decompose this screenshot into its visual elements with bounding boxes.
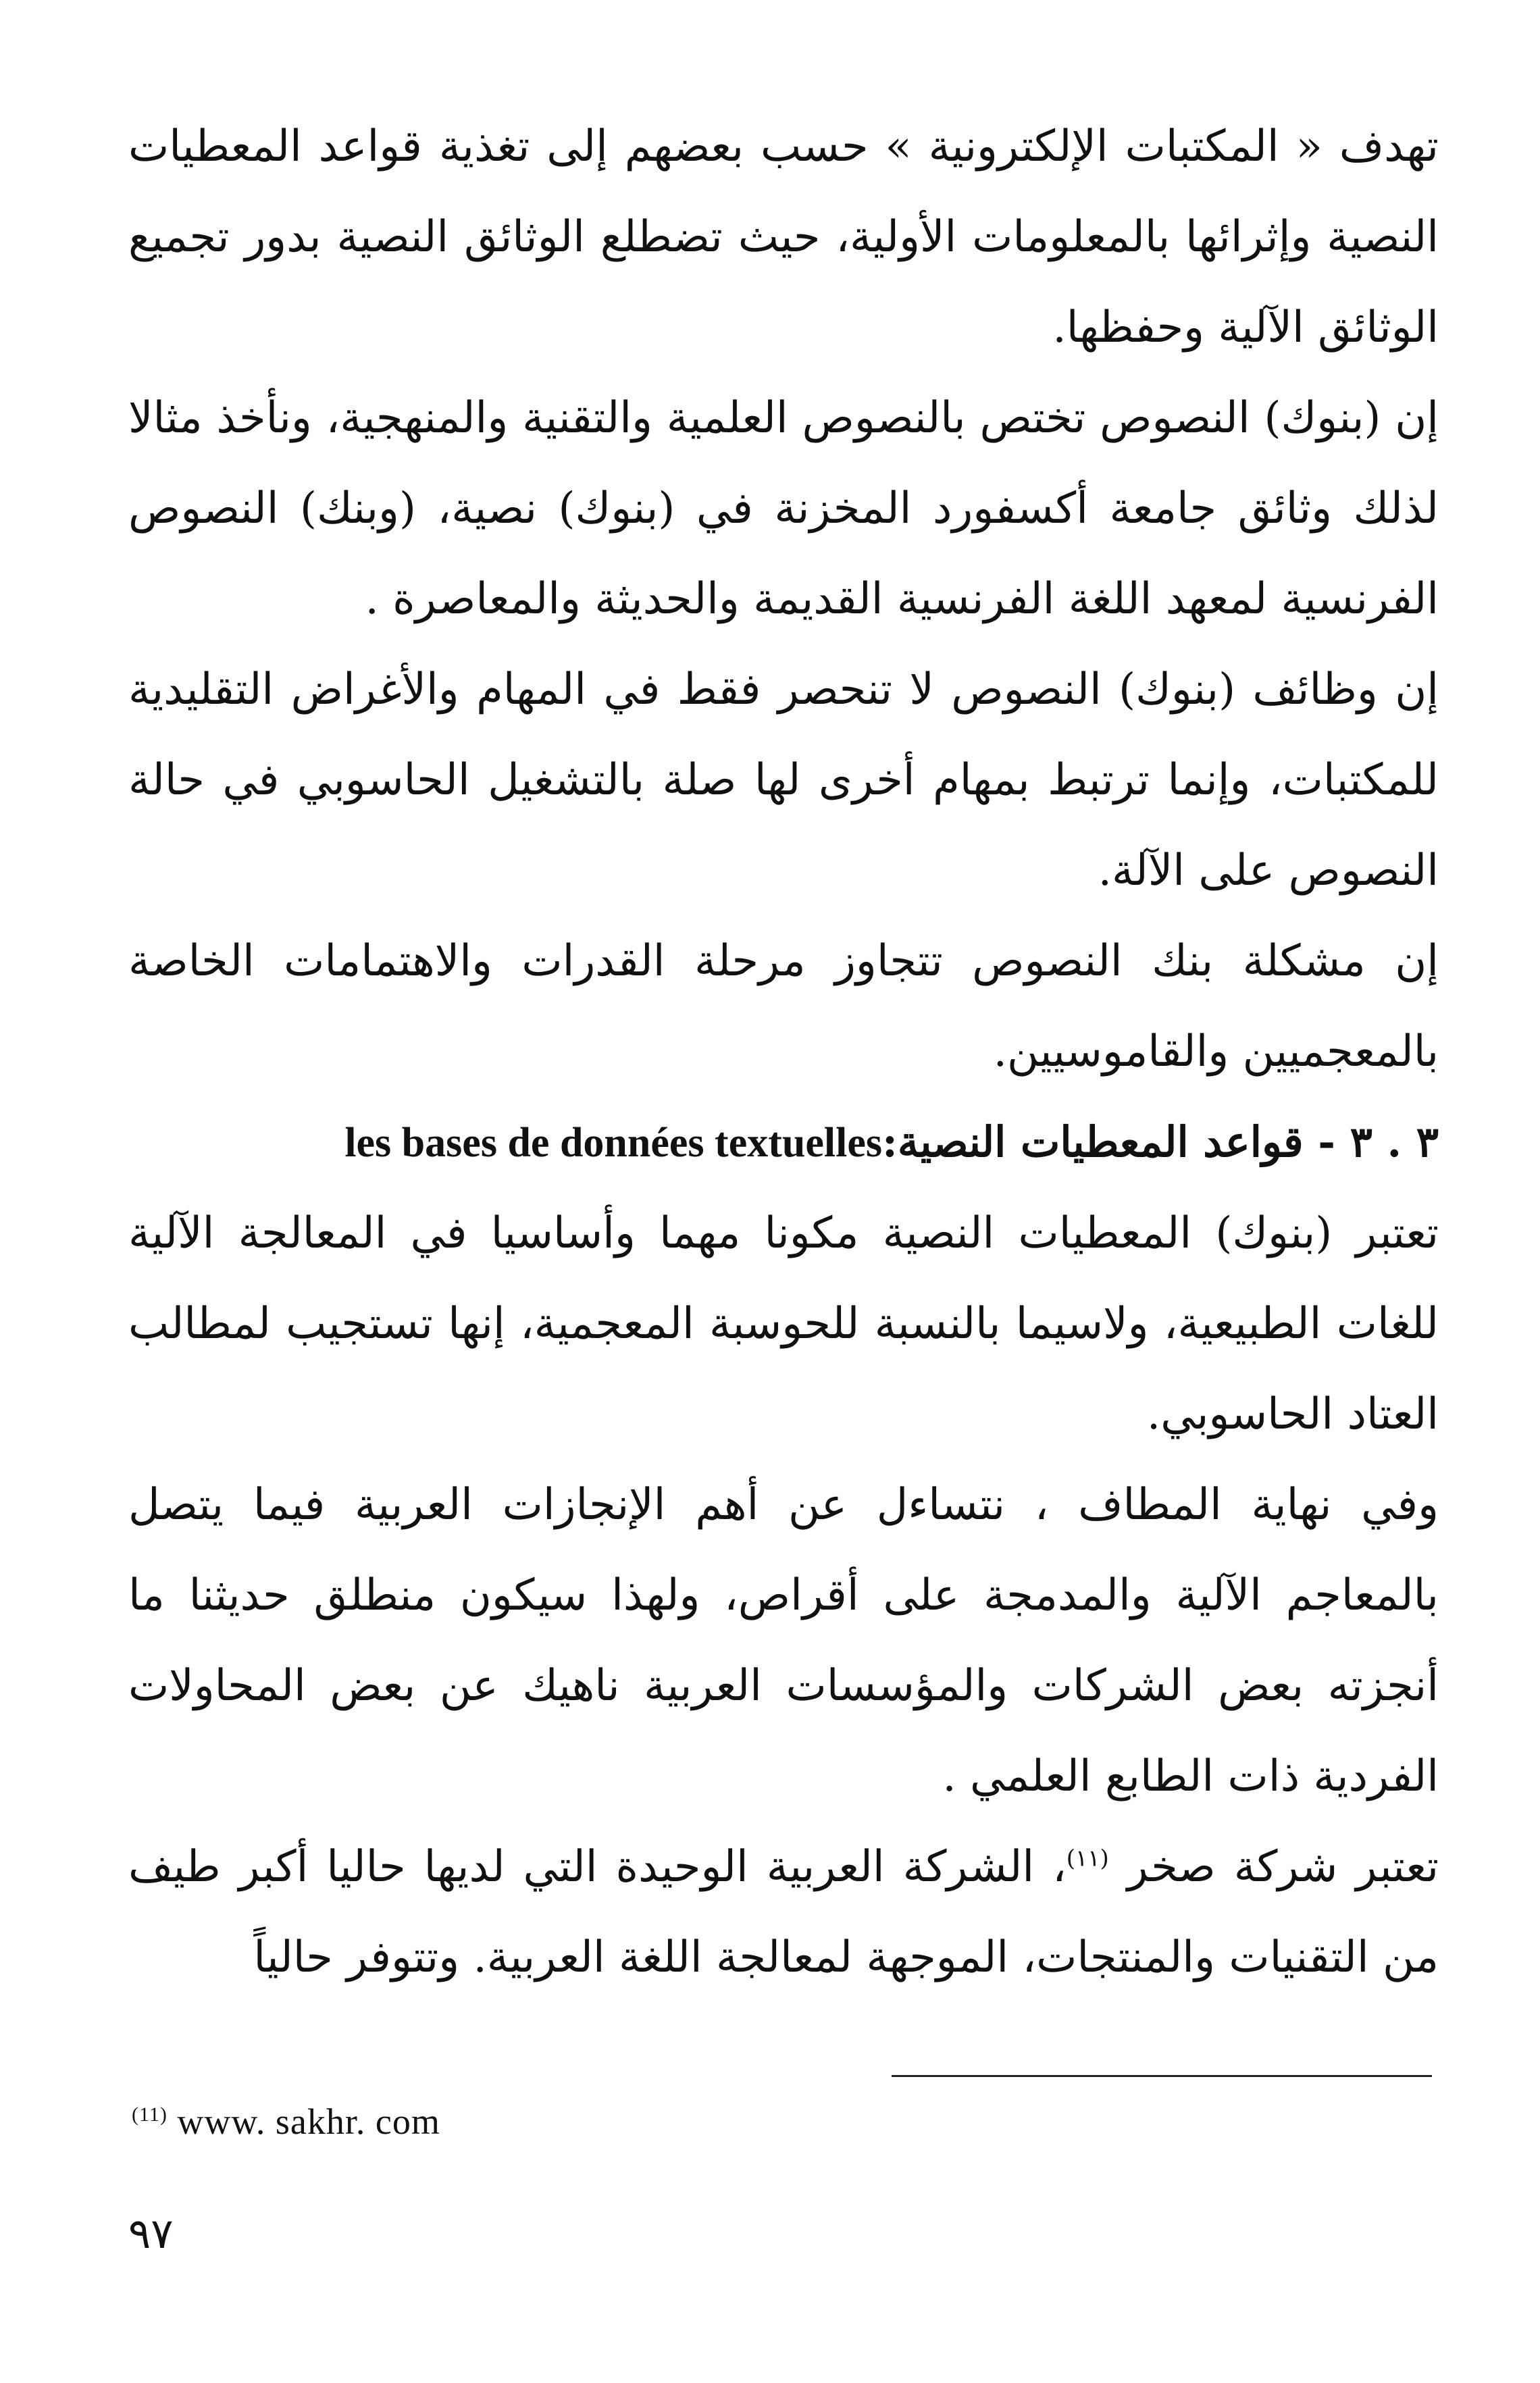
- footnote-divider: [892, 2075, 1432, 2077]
- footnote-number: (11): [132, 2103, 168, 2126]
- footnote-url: www. sakhr. com: [177, 2101, 440, 2142]
- paragraph-3: إن وظائف (بنوك) النصوص لا تنحصر فقط في المهام والأغراض التقليدية للمكتبات، وإنما ترتبط بمهام أخرى لها صلة بالتشغيل الحاسوبي في حالة النصوص على الآلة.: [128, 665, 1439, 896]
- section-heading-french: les bases de données textuelles: [344, 1120, 882, 1166]
- paragraph-4: إن مشكلة بنك النصوص تتجاوز مرحلة القدرات والاهتمامات الخاصة بالمعجميين والقاموسيين.: [128, 936, 1439, 1077]
- footnote-reference: (١١): [1066, 1845, 1109, 1872]
- paragraph-7-start: تعتبر شركة صخر: [1127, 1842, 1439, 1892]
- paragraph-2: إن (بنوك) النصوص تختص بالنصوص العلمية والتقنية والمنهجية، ونأخذ مثالا لذلك وثائق جامعة أكسفورد المخزنة في (بنوك) نصية، (وبنك) النصوص الفرنسية لمعهد اللغة الفرنسية القديمة والحديثة والمعاصرة .: [128, 393, 1439, 624]
- paragraph-7-end: ، الشركة العربية الوحيدة التي لديها حاليا أكبر طيف من التقنيات والمنتجات، الموجهة لمعالجة اللغة العربية. وتتوفر حالياً: [128, 1842, 1439, 1982]
- body-text: [128, 101, 1439, 2003]
- paragraph-5: تعتبر (بنوك) المعطيات النصية مكونا مهما وأساسيا في المعالجة الآلية للغات الطبيعية، ولاسيما بالنسبة للحوسبة المعجمية، إنها تستجيب لمطالب العتاد الحاسوبي.: [128, 1208, 1439, 1439]
- page-number: ٩٧: [128, 2209, 174, 2258]
- paragraph-6: وفي نهاية المطاف ، نتساءل عن أهم الإنجازات العربية فيما يتصل بالمعاجم الآلية والمدمجة على أقراص، ولهذا سيكون منطلق حديثنا ما أنجزته بعض الشركات والمؤسسات العربية ناهيك عن بعض المحاولات الفردية ذات الطابع العلمي .: [128, 1480, 1439, 1801]
- paragraph-7: [128, 1822, 1439, 2003]
- section-heading-arabic: ٣ . ٣ - قواعد المعطيات النصية:: [881, 1117, 1439, 1167]
- section-heading: [128, 1097, 1439, 1188]
- footnote: [132, 2101, 440, 2143]
- paragraph-1: تهدف « المكتبات الإلكترونية » حسب بعضهم إلى تغذية قواعد المعطيات النصية وإثرائها بالمعلومات الأولية، حيث تضطلع الوثائق النصية بدور تجميع الوثائق الآلية وحفظها.: [128, 122, 1439, 353]
